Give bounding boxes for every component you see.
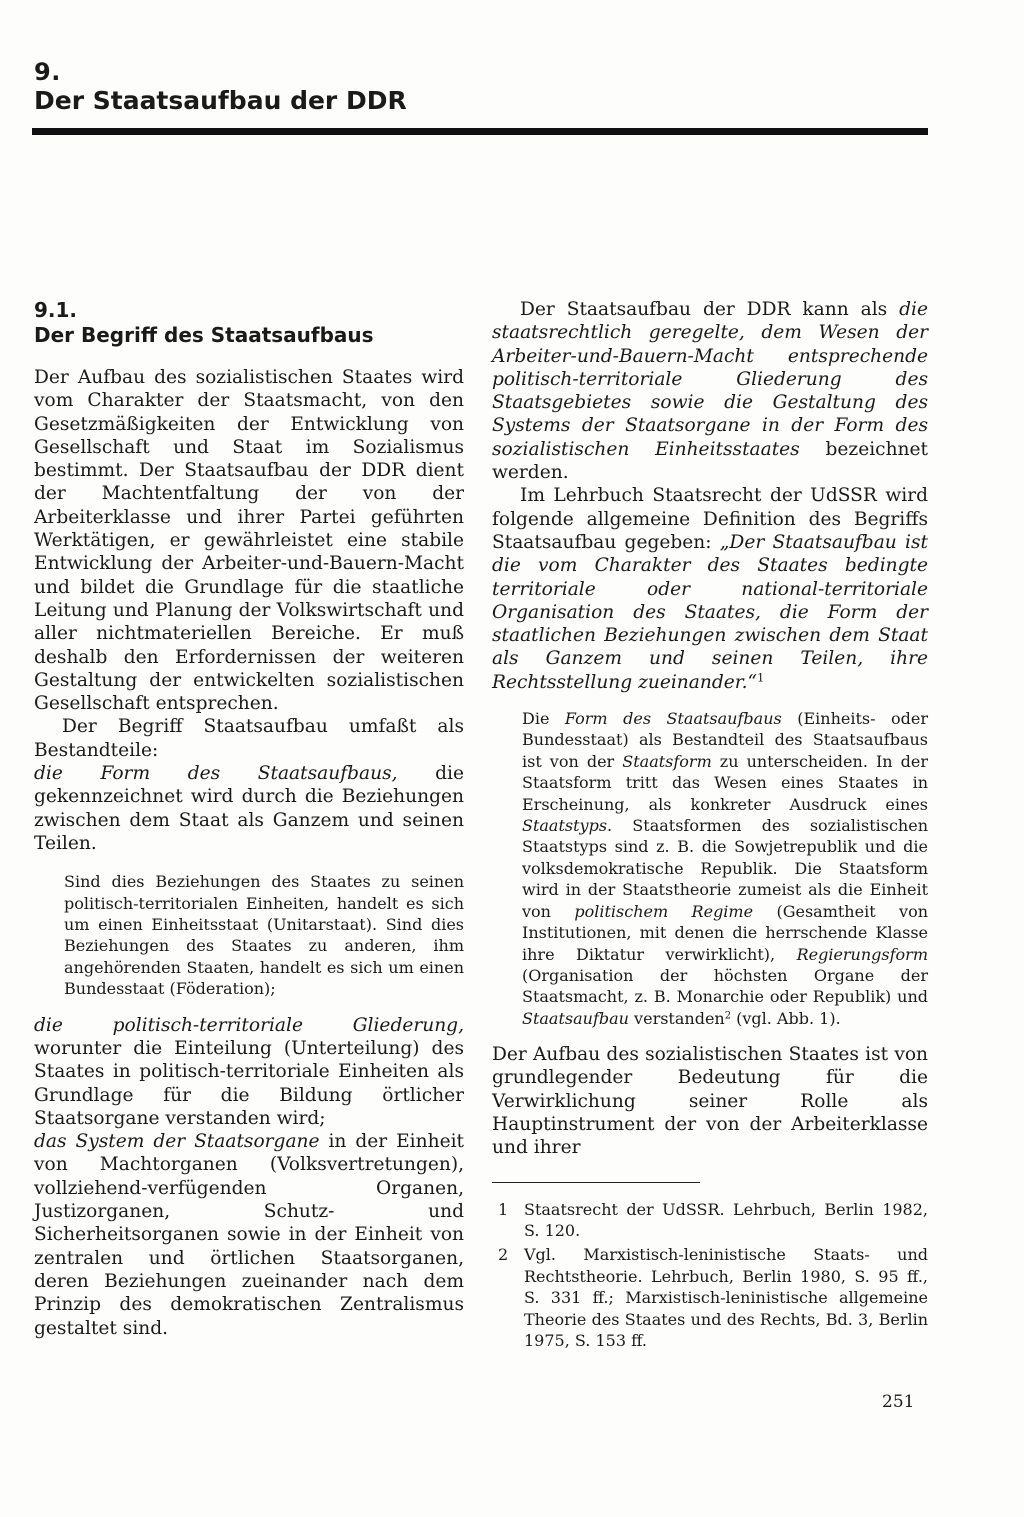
- rs-1: Die: [522, 709, 565, 729]
- right-paragraph-2: [492, 484, 928, 694]
- rs-4: Staatsformen des sozialistischen Staatstyps sind z. B. die Sowjetrepublik und die volksdemokratische Republik. Die Staatsform wird in der Staatstheorie zumeist als die Einheit von: [522, 816, 928, 921]
- rs-3: zu unterscheiden. In der Staatsform tritt das Wesen eines Staates in Erscheinung, als konkreter Ausdruck eines: [522, 751, 928, 814]
- left-paragraph-5: [34, 1130, 464, 1340]
- right-p1-a: Der Staatsaufbau der DDR kann als: [520, 299, 900, 320]
- footnote-ref-1: 1: [757, 670, 765, 685]
- left-paragraph-2: Der Begriff Staatsaufbau umfaßt als Bestandteile:: [34, 716, 464, 761]
- term-form: die Form des Staatsaufbaus,: [34, 763, 398, 785]
- right-paragraph-3: Der Aufbau des sozialistischen Staates ist von grundlegender Bedeutung für die Verwirklichung seiner Rolle als Hauptinstrument der von der Arbeiterklasse und ihrer: [492, 1044, 928, 1159]
- footnote-rule: [492, 1182, 700, 1183]
- chapter-number: 9.: [34, 58, 61, 86]
- right-small-note: [492, 708, 928, 1029]
- footnote-1: [492, 1199, 928, 1242]
- rs-i4: politischem Regime: [574, 901, 754, 921]
- rs-i1: Form des Staatsaufbaus: [564, 709, 782, 729]
- rs-6: (Organisation der höchsten Organe der Staatsmacht, z. B. Monarchie oder Republik) und: [522, 965, 928, 1007]
- chapter-rule: [32, 128, 928, 135]
- left-paragraph-3-rest: die gekennzeichnet wird durch die Beziehungen zwischen dem Staat als Ganzem und seinen Teilen.: [34, 763, 465, 854]
- footnote-number: 2: [498, 1245, 509, 1265]
- left-paragraph-1: Der Aufbau des sozialistischen Staates wird vom Charakter der Staatsmacht, von den Gesetzmäßigkeiten der Entwicklung von Gesellschaft und Staat im Sozialismus bestimmt. Der Staatsaufbau der DDR dient der Machtentfaltung der von der Arbeiterklasse und ihrer Partei geführten Werktätigen, er gewährleistet eine stabile Entwicklung der Arbeiter-und-Bauern-Macht und bildet die Grundlage für die staatliche Leitung und Planung der Volkswirtschaft und aller nichtmateriellen Bereiche. Er muß deshalb den Erfordernissen der weiteren Gestaltung der entwickelten sozialistischen Gesellschaft entsprechen.: [34, 367, 464, 715]
- right-column: [492, 298, 928, 1354]
- left-paragraph-4-rest: worunter die Einteilung (Unterteilung) des Staates in politisch-territoriale Einheiten als Grundlage für die Bildung örtlicher Staatsorgane verstanden wird;: [34, 1037, 464, 1129]
- footnote-number: 1: [498, 1199, 509, 1219]
- right-p1-b: bezeichnet werden.: [492, 438, 928, 484]
- footnote-ref-2: 2: [724, 1010, 732, 1022]
- section-number: 9.1.: [34, 298, 78, 322]
- rs-5: (Gesamtheit von Institutionen, mit denen die herrschende Klasse ihre Diktatur verwirklicht),: [522, 901, 928, 964]
- rs-i6: Staatsaufbau: [522, 1008, 629, 1028]
- rs-2: (Einheits- oder Bundesstaat) als Bestandteil des Staatsaufbaus ist von der: [522, 709, 929, 771]
- left-paragraph-5-rest: in der Einheit von Machtorganen (Volksvertretungen), vollziehend-verfügenden Organen, Justizorganen, Schutz- und Sicherheitsorganen sowie in der Einheit von zentralen und örtlichen Staatsorganen, deren Beziehungen zueinander nach dem Prinzip des demokratischen Zentralismus gestaltet sind.: [34, 1131, 464, 1339]
- term-system: das System der Staatsorgane: [34, 1131, 320, 1153]
- right-p1-italic: die staatsrechtlich geregelte, dem Wesen der Arbeiter-und-Bauern-Macht entsprechende politisch-territoriale Gliederung des Staatsgebietes sowie die Gestaltung des Systems der Staatsorgane in der Form des sozialistischen Einheitsstaates: [492, 299, 928, 460]
- rs-7: verstanden: [628, 1008, 725, 1028]
- left-small-note: Sind dies Beziehungen des Staates zu seinen politisch-territorialen Einheiten, handelt es sich um einen Einheitsstaat (Unitarstaat). Sind dies Beziehungen des Staates zu anderen, ihm angehörenden Staaten, handelt es sich um einen Bundesstaat (Föderation);: [64, 872, 464, 999]
- left-paragraph-4: [34, 1014, 464, 1130]
- right-p2-quote: „Der Staatsaufbau ist die vom Charakter des Staates bedingte territoriale oder national-territoriale Organisation des Staates, die Form der staatlichen Beziehungen zwischen dem Staat als Ganzem und seinen Teilen, ihre Rechtsstellung zueinander.“: [492, 531, 928, 693]
- rs-i3: Staatstyps.: [522, 816, 613, 836]
- footnote-text: Staatsrecht der UdSSR. Lehrbuch, Berlin 1982, S. 120.: [524, 1199, 928, 1241]
- footnote-2: [492, 1244, 928, 1351]
- rs-i2: Staatsform: [622, 751, 712, 771]
- left-paragraph-3: [34, 762, 464, 855]
- rs-8: (vgl. Abb. 1).: [731, 1008, 841, 1028]
- term-gliederung: die politisch-territoriale Gliederung,: [34, 1014, 464, 1036]
- footnote-text: Vgl. Marxistisch-leninistische Staats- und Rechtstheorie. Lehrbuch, Berlin 1980, S. 95 ff., S. 331 ff.; Marxistisch-leninistische allgemeine Theorie des Staates und des Rechts, Bd. 3, Berlin 1975, S. 153 ff.: [524, 1245, 928, 1351]
- page-number: 251: [882, 1392, 915, 1412]
- section-title: Der Begriff des Staatsaufbaus: [34, 323, 374, 347]
- left-column: [34, 298, 464, 1340]
- right-paragraph-1: [492, 298, 928, 484]
- right-p2-a: Im Lehrbuch Staatsrecht der UdSSR wird folgende allgemeine Definition des Begriffs Staatsaufbau gegeben:: [492, 485, 928, 553]
- chapter-title: Der Staatsaufbau der DDR: [34, 86, 407, 115]
- rs-i5: Regierungsform: [796, 944, 928, 964]
